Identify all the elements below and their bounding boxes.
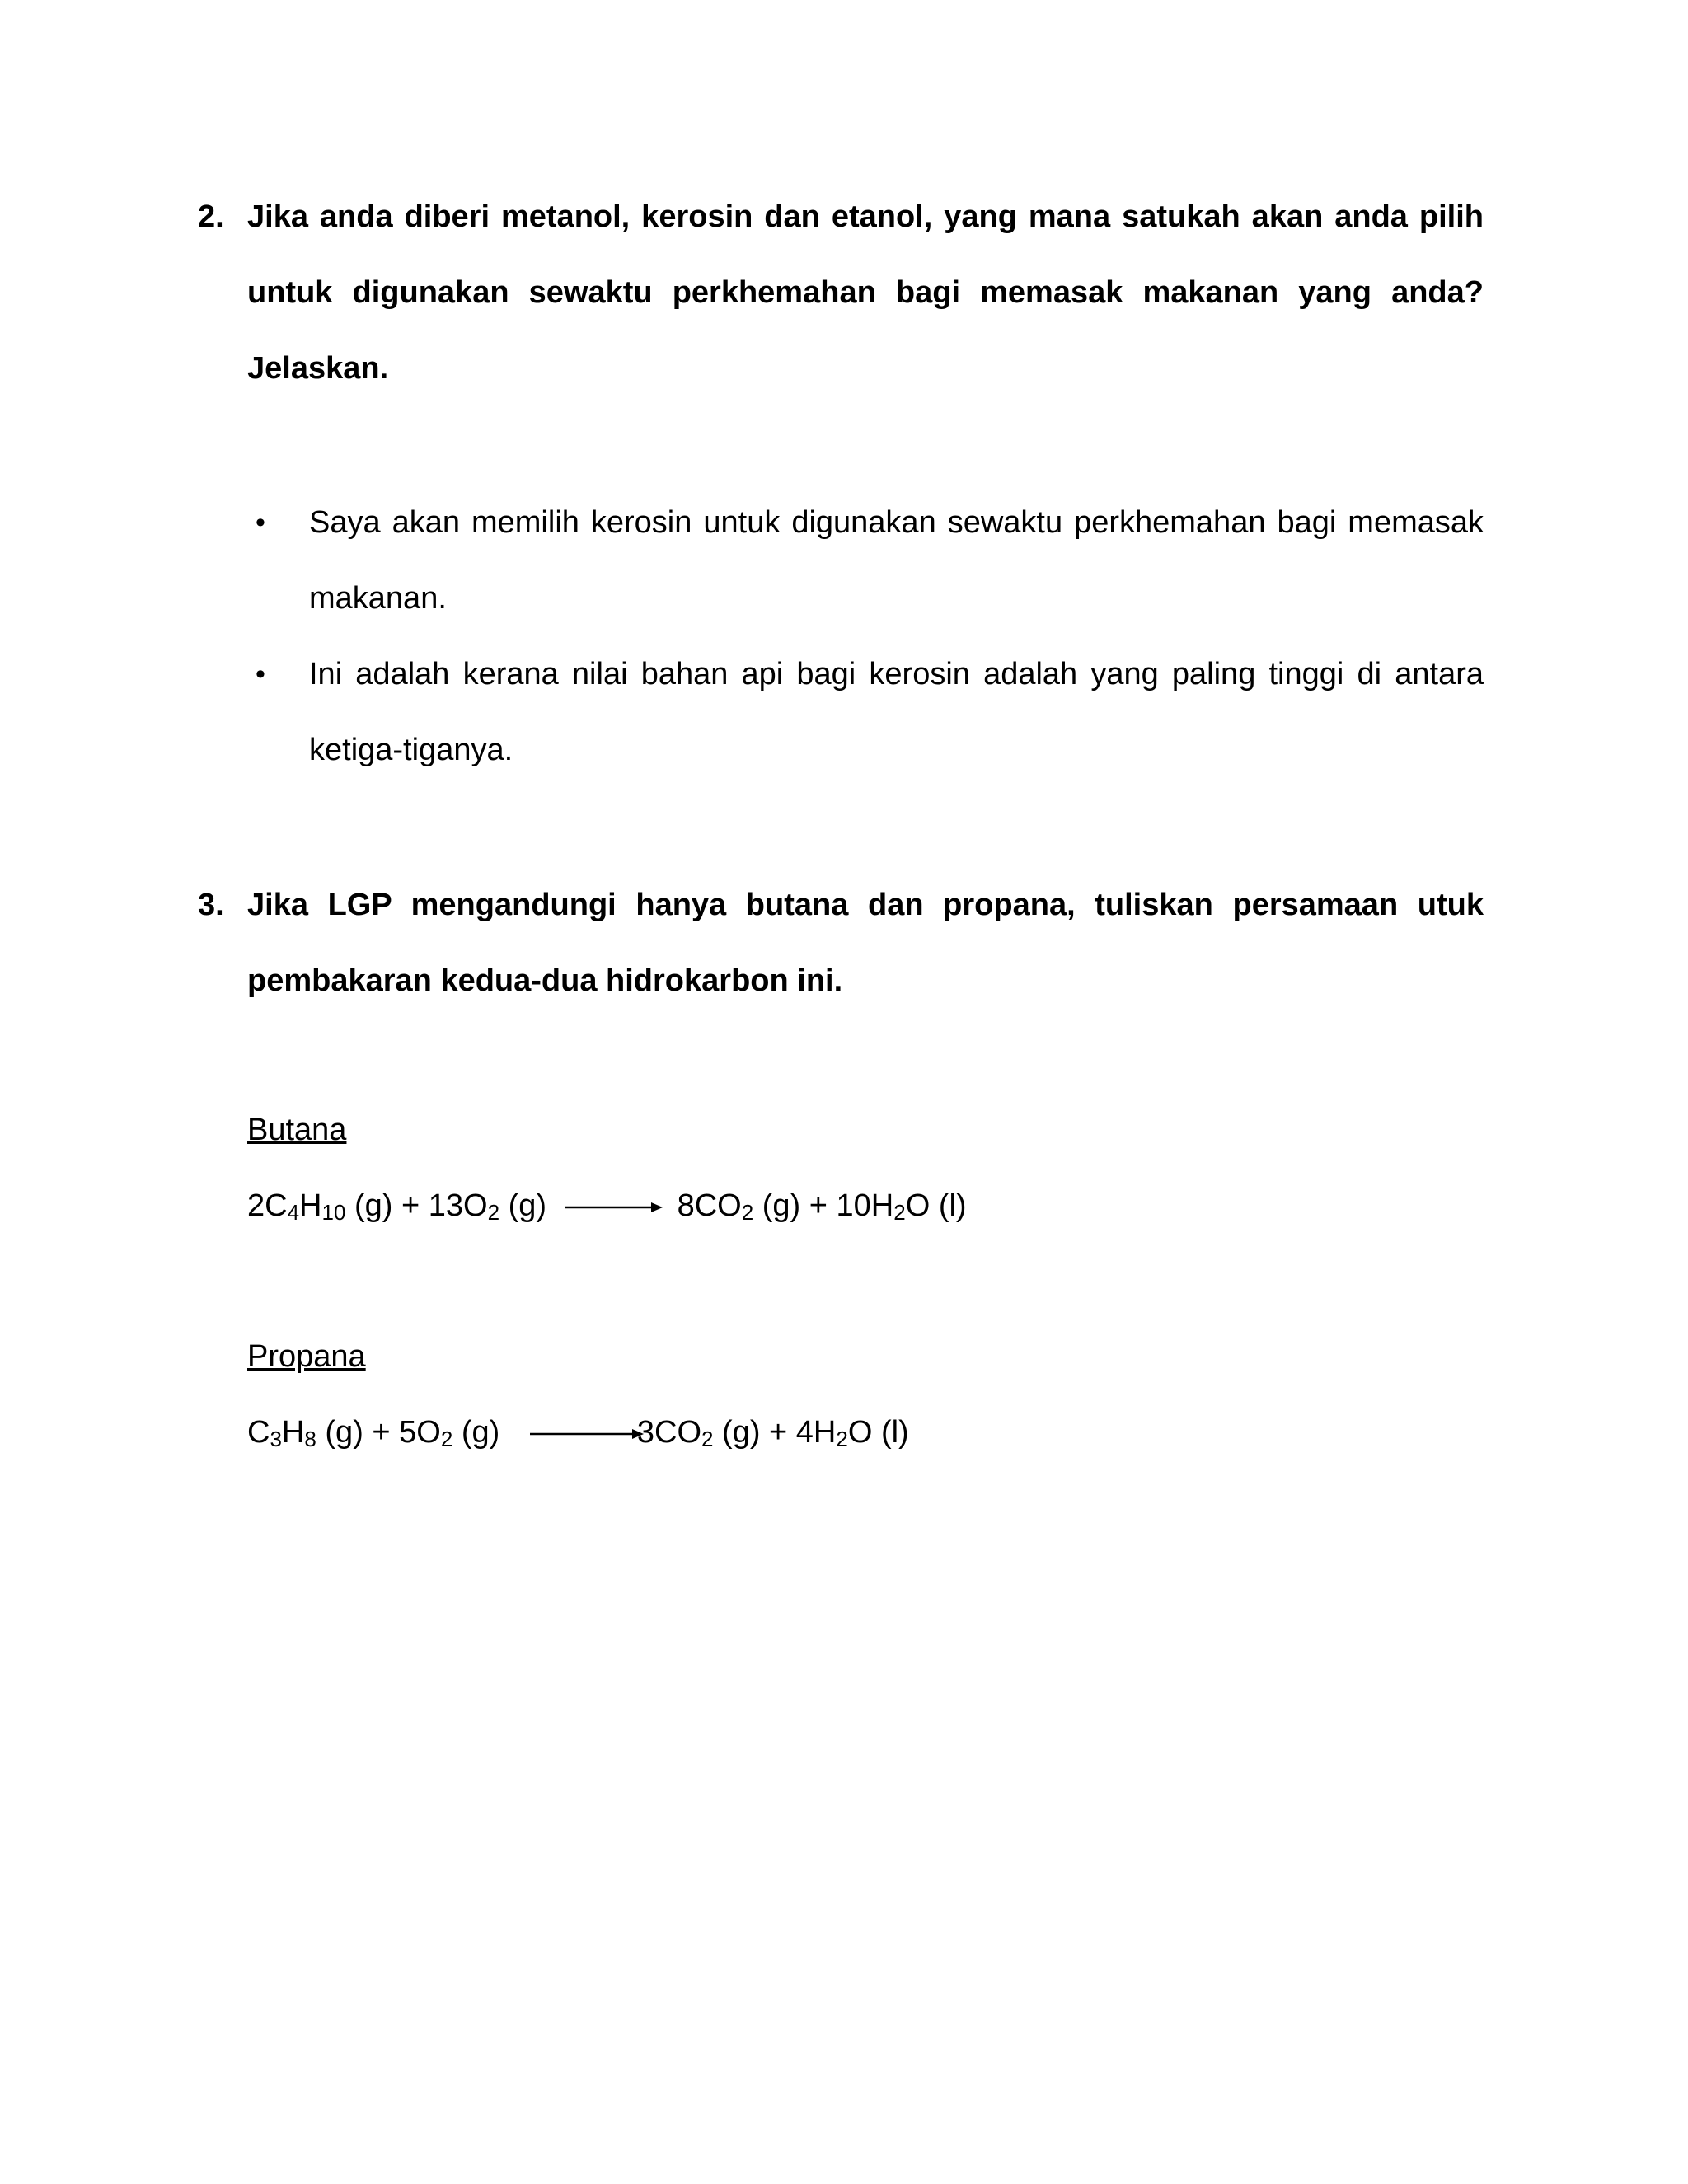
eq-text: H — [281, 1415, 305, 1450]
section-heading: Butana — [247, 1113, 347, 1147]
section-heading: Propana — [247, 1339, 366, 1374]
eq-subscript: 8 — [304, 1427, 316, 1451]
eq-subscript: 2 — [701, 1427, 714, 1451]
eq-text: (g) + 10H — [753, 1188, 894, 1223]
eq-subscript: 2 — [893, 1200, 906, 1225]
question-text: Jika LGP mengandungi hanya butana dan propana, tuliskan persamaan utuk pembakaran kedua-dua hidrokarbon ini. — [247, 888, 1484, 998]
answer-list — [247, 485, 1484, 788]
question-2 — [198, 179, 1484, 406]
eq-text: 8CO — [677, 1188, 742, 1223]
answer-text: Saya akan memilih kerosin untuk digunakan sewaktu perkhemahan bagi memasak makanan. — [309, 505, 1484, 616]
eq-subscript: 4 — [287, 1200, 300, 1225]
eq-text: (g) + 13O — [345, 1188, 488, 1223]
eq-subscript: 2 — [741, 1200, 754, 1225]
question-text: Jika anda diberi metanol, kerosin dan etanol, yang mana satukah akan anda pilih untuk digunakan sewaktu perkhemahan bagi memasak makanan yang anda? Jelaskan. — [247, 199, 1484, 386]
answer-text: Ini adalah kerana nilai bahan api bagi kerosin adalah yang paling tinggi di antara ketiga-tiganya. — [309, 657, 1484, 767]
list-item — [247, 636, 1484, 788]
eq-text: (g) — [499, 1188, 547, 1223]
eq-text: C — [247, 1415, 270, 1450]
question-number: 3. — [198, 888, 224, 922]
butana-equation — [247, 1168, 967, 1244]
eq-text: (g) + 4H — [713, 1415, 837, 1450]
eq-subscript: 2 — [487, 1200, 500, 1225]
eq-text: 2C — [247, 1188, 288, 1223]
eq-text: (g) — [452, 1415, 500, 1450]
eq-text: (g) + 5O — [316, 1415, 441, 1450]
eq-subscript: 10 — [321, 1200, 346, 1225]
eq-subscript: 2 — [836, 1427, 848, 1451]
eq-subscript: 2 — [440, 1427, 453, 1451]
reaction-arrow-icon — [565, 1199, 664, 1216]
eq-text: O (l) — [905, 1188, 967, 1223]
reaction-arrow-icon — [530, 1426, 645, 1442]
eq-text: O (l) — [847, 1415, 909, 1450]
bullet-icon: • — [256, 507, 265, 538]
bullet-icon: • — [256, 658, 265, 690]
eq-subscript: 3 — [270, 1427, 282, 1451]
question-3 — [198, 867, 1484, 1019]
eq-text: 3CO — [636, 1415, 702, 1450]
question-number: 2. — [198, 199, 224, 234]
propana-section — [247, 1319, 909, 1470]
eq-text: H — [299, 1188, 322, 1223]
butana-section — [247, 1092, 967, 1244]
propana-equation — [247, 1394, 909, 1470]
list-item — [247, 485, 1484, 636]
